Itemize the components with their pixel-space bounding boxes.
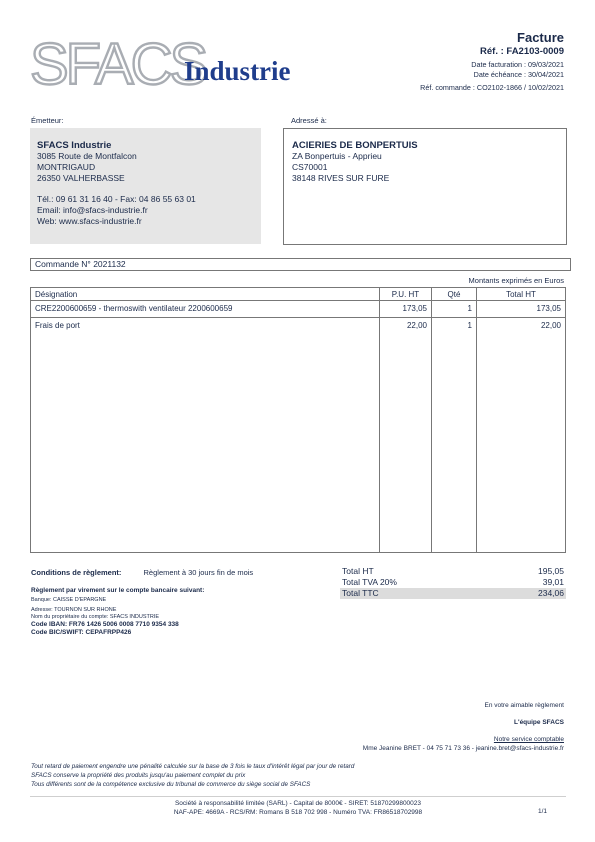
legal-line: SFACS conserve la propriété des produits jusqu'au paiement complet du prix (31, 772, 246, 779)
emetteur-email: Email: info@sfacs-industrie.fr (37, 205, 148, 215)
destinataire-address-line: ZA Bonpertuis - Apprieu (292, 151, 382, 161)
emetteur-box (30, 128, 261, 244)
conditions-value: Règlement à 30 jours fin de mois (143, 568, 254, 577)
total-tva-value: 39,01 (542, 577, 564, 587)
destinataire-label: Adressé à: (291, 116, 327, 125)
row-total: 173,05 (477, 301, 566, 318)
date-facturation: Date facturation : 09/03/2021 (471, 60, 564, 69)
items-table (30, 287, 566, 553)
page-number: 1/1 (537, 808, 547, 815)
closing-line: En votre aimable règlement (484, 702, 564, 709)
accounting-service-link[interactable]: Notre service comptable (493, 736, 564, 743)
currency-note: Montants exprimés en Euros (468, 276, 564, 285)
emetteur-website: Web: www.sfacs-industrie.fr (37, 216, 142, 226)
company-logo (30, 30, 315, 92)
row-quantity: 1 (432, 301, 477, 318)
totals-block (340, 566, 566, 599)
bank-iban: Code IBAN: FR76 1426 5006 0008 7710 9354 338 (31, 621, 179, 628)
bank-owner: Nom du propriétaire du compte: SFACS INDUSTRIE (31, 614, 160, 620)
destinataire-address-line: 38148 RIVES SUR FURE (292, 173, 390, 183)
bank-bic: Code BIC/SWIFT: CEPAFRPP426 (31, 629, 132, 636)
destinataire-name: ACIERIES DE BONPERTUIS (292, 140, 418, 151)
row-designation: Frais de port (31, 318, 380, 336)
row-unit-price: 22,00 (380, 318, 432, 336)
header-quantity: Qté (432, 288, 477, 301)
table-filler (31, 335, 566, 553)
emetteur-phone: Tél.: 09 61 31 16 40 - Fax: 04 86 55 63 01 (37, 194, 196, 204)
emetteur-address-line: 3085 Route de Montfalcon (37, 151, 137, 161)
accounting-contact: Mme Jeanine BRET - 04 75 71 73 36 - jeanine.bret@sfacs-industrie.fr (362, 745, 564, 752)
header-unit-price: P.U. HT (380, 288, 432, 301)
closing-signature: L'équipe SFACS (514, 719, 564, 726)
destinataire-box (283, 128, 567, 245)
footer-line-1: Société à responsabilité limitée (SARL) - Capital de 8000€ - SIRET: 51870299800023 (174, 800, 422, 807)
invoice-ref: Réf. : FA2103-0009 (480, 46, 564, 57)
total-tva-row (340, 577, 566, 588)
logo-brand-text: SFACS (30, 32, 206, 92)
total-tva-label: Total TVA 20% (342, 577, 397, 587)
invoice-header (420, 30, 564, 93)
footer-divider (30, 796, 566, 797)
date-echeance: Date échéance : 30/04/2021 (473, 70, 564, 79)
invoice-title: Facture (517, 30, 564, 45)
emetteur-address-line: 26350 VALHERBASSE (37, 173, 125, 183)
legal-line: Tous différents sont de la compétence exclusive du tribunal de commerce du siège social de SFACS (31, 781, 311, 788)
row-unit-price: 173,05 (380, 301, 432, 318)
bank-address: Adresse: TOURNON SUR RHONE (31, 607, 117, 613)
bank-heading: Règlement par virement sur le compte bancaire suivant: (31, 587, 205, 594)
emetteur-address-line: MONTRIGAUD (37, 162, 96, 172)
total-ttc-row (340, 588, 566, 599)
company-footer (30, 799, 566, 817)
total-ht-label: Total HT (342, 566, 374, 576)
legal-line: Tout retard de paiement engendre une pénalité calculée sur la base de 3 fois le taux d'intérêt légal par jour de retard (31, 763, 355, 770)
legal-notice (31, 762, 354, 789)
bank-details (31, 587, 204, 637)
conditions-label: Conditions de règlement: (31, 568, 122, 577)
bank-name: Banque: CAISSE D'EPARGNE (31, 597, 107, 603)
header-total: Total HT (477, 288, 566, 301)
table-row (31, 301, 566, 318)
row-quantity: 1 (432, 318, 477, 336)
row-total: 22,00 (477, 318, 566, 336)
payment-conditions (31, 568, 253, 577)
total-ht-row (340, 566, 566, 577)
total-ht-value: 195,05 (538, 566, 564, 576)
closing-block (363, 701, 564, 753)
header-designation: Désignation (31, 288, 380, 301)
destinataire-address-line: CS70001 (292, 162, 328, 172)
emetteur-label: Émetteur: (31, 116, 64, 125)
logo-word-text: Industrie (184, 56, 291, 86)
total-ttc-label: Total TTC (342, 588, 379, 598)
total-ttc-value: 234,06 (538, 588, 564, 598)
order-number: Commande N° 2021132 (30, 258, 571, 271)
table-row (31, 318, 566, 336)
ref-commande: Réf. commande : CO2102-1866 / 10/02/2021 (420, 83, 564, 92)
emetteur-name: SFACS Industrie (37, 140, 112, 151)
row-designation: CRE2200600659 - thermoswith ventilateur 2200600659 (31, 301, 380, 318)
footer-line-2: NAF-APE: 4669A - RCS/RM: Romans B 518 702 998 - Numéro TVA: FR86518702998 (173, 809, 423, 816)
